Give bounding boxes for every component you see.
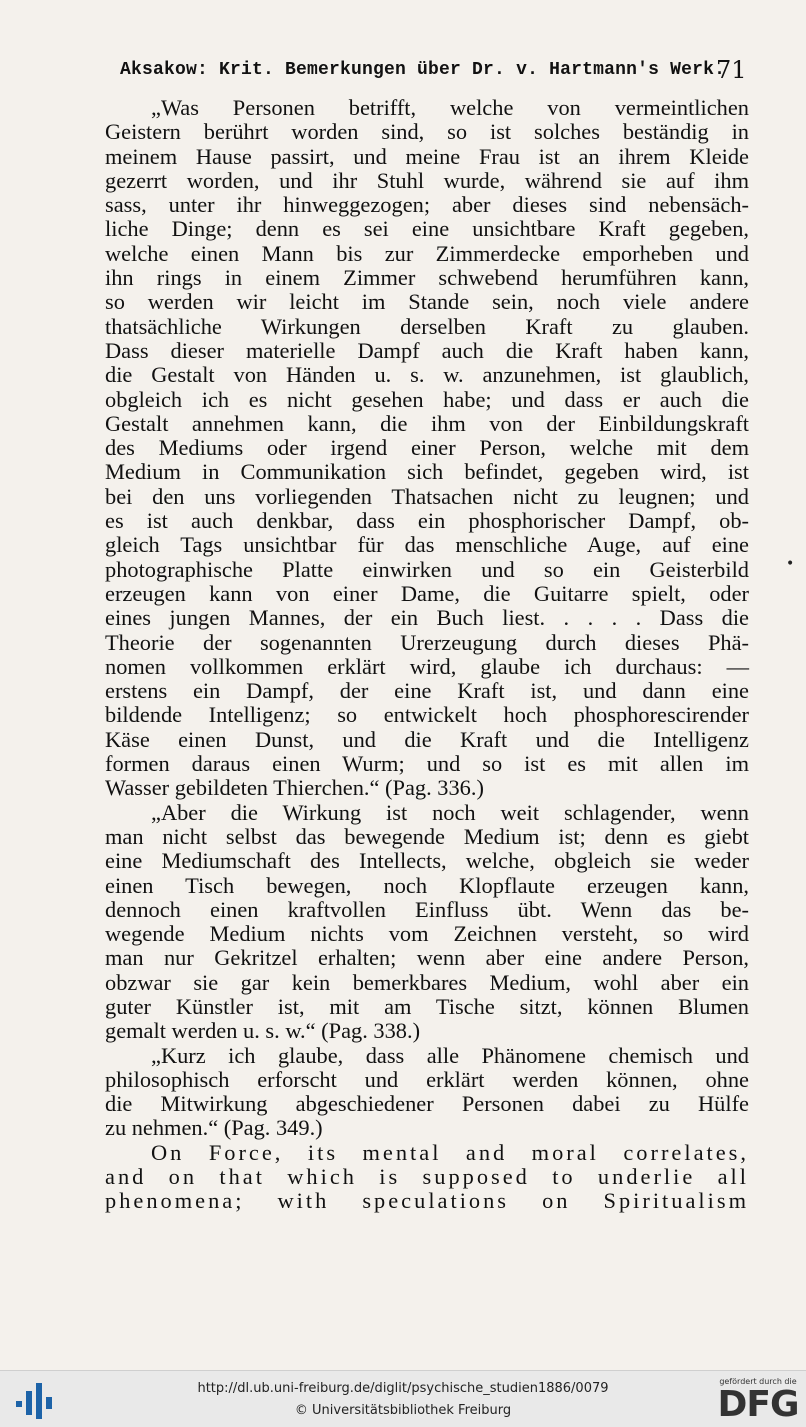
text-line: meinem Hause passirt, und meine Frau ist an ihrem Kleide [105,143,749,169]
text-line: bildende Intelligenz; so entwickelt hoch phosphorescirender [105,702,749,728]
text-line: es ist auch denkbar, dass ein phosphorischer Dampf, ob- [105,508,749,534]
text-line: formen daraus einen Wurm; und so ist es mit allen im [105,751,749,777]
text-line: zu nehmen.“ (Pag. 349.) [105,1115,323,1141]
copyright-notice: © Universitätsbibliothek Freiburg [294,1403,512,1418]
text-line: wegende Medium nichts vom Zeichnen versteht, so wird [105,921,749,947]
text-line: man nur Gekritzel erhalten; wenn aber eine andere Person, [105,945,749,971]
text-line: and on that which is supposed to underlie all [105,1164,749,1190]
text-line: die Gestalt von Händen u. s. w. anzunehmen, ist glaublich, [105,362,749,388]
text-line: nomen vollkommen erklärt wird, glaube ich durchaus: — [105,653,749,679]
text-line: phenomena; with speculations on Spiritualism [105,1188,749,1214]
text-line: philosophisch erforscht und erklärt werden können, ohne [105,1066,749,1092]
text-line: die Mitwirkung abgeschiedener Personen dabei zu Hülfe [105,1091,749,1117]
text-line: dennoch einen kraftvollen Einfluss übt. Wenn das be- [105,896,749,922]
text-line: On Force, its mental and moral correlates, [151,1139,749,1165]
text-line: thatsächliche Wirkungen derselben Kraft zu glauben. [105,313,749,339]
text-line: „Was Personen betrifft, welche von vermeintlichen [151,95,749,120]
text-line: welche einen Mann bis zur Zimmerdecke emporheben und [105,240,749,266]
text-line: bei den uns vorliegenden Thatsachen nicht zu leugnen; und [105,483,749,509]
text-line: eines jungen Mannes, der ein Buch liest. . . . . Dass die [105,605,749,631]
text-line: erstens ein Dampf, der eine Kraft ist, und dann eine [105,678,749,704]
text-line: sass, unter ihr hinweggezogen; aber dieses sind nebensäch- [105,192,749,218]
dfg-logo: DFG [717,1384,799,1425]
page-number: 71 [716,56,747,84]
funder-note: gefördert durch die [719,1377,797,1386]
text-line: liche Dinge; denn es sei eine unsichtbare Kraft gegeben, [105,216,749,242]
text-line: gemalt werden u. s. w.“ (Pag. 338.) [105,1018,421,1044]
text-line: obgleich ich es nicht gesehen habe; und dass er auch die [105,386,749,412]
text-line: eine Mediumschaft des Intellects, welche, obgleich sie weder [105,848,749,874]
text-line: Wasser gebildeten Thierchen.“ (Pag. 336.) [105,775,484,801]
text-line: photographische Platte einwirken und so ein Geisterbild [105,556,749,582]
margin-mark: • [786,556,795,572]
running-head [0,54,806,94]
text-line: Geistern berührt worden sind, so ist solches beständig in [105,119,749,145]
text-line: man nicht selbst das bewegende Medium ist; denn es giebt [105,823,749,849]
text-line: guter Künstler ist, mit am Tische sitzt, können Blumen [105,993,749,1019]
text-line: „Kurz ich glaube, dass alle Phänomene chemisch und [151,1042,749,1068]
text-line: erzeugen kann von einer Dame, die Guitarre spielt, oder [105,580,749,606]
body-text [105,96,749,1214]
text-line: ihn rings in einem Zimmer schwebend herumführen kann, [105,265,749,291]
text-line: Theorie der sogenannten Urerzeugung durch dieses Phä- [105,629,749,655]
text-line: obzwar sie gar kein bemerkbares Medium, wohl aber ein [105,969,749,995]
text-line: gezerrt worden, und ihr Stuhl wurde, während sie auf ihm [105,167,749,193]
text-line: Käse einen Dunst, und die Kraft und die Intelligenz [105,726,749,752]
text-line: Medium in Communikation sich befindet, gegeben wird, ist [105,459,749,485]
viewer-footer [0,1370,806,1427]
permalink-url[interactable]: http://dl.ub.uni-freiburg.de/diglit/psychische_studien1886/0079 [197,1381,609,1396]
text-line: gleich Tags unsichtbar für das menschliche Auge, auf eine [105,532,749,558]
text-line: so werden wir leicht im Stande sein, noch viele andere [105,289,749,315]
text-line: „Aber die Wirkung ist noch weit schlagender, wenn [151,799,749,825]
text-line: Dass dieser materielle Dampf auch die Kraft haben kann, [105,337,749,363]
running-head-title: Aksakow: Krit. Bemerkungen über Dr. v. Hartmann's Werk. [120,60,726,80]
text-line: Gestalt annehmen kann, die ihm von der Einbildungskraft [105,410,749,436]
text-line: des Mediums oder irgend einer Person, welche mit dem [105,435,749,461]
text-line: einen Tisch bewegen, noch Klopflaute erzeugen kann, [105,872,749,898]
